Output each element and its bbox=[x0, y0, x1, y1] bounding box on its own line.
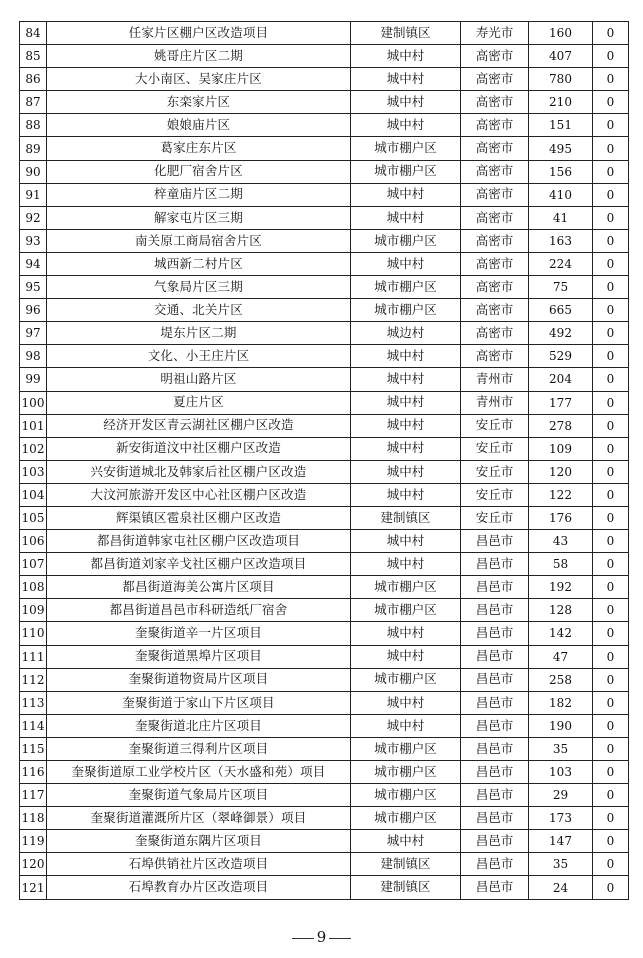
project-name: 奎聚街道黑埠片区项目 bbox=[47, 645, 351, 668]
household-count: 151 bbox=[529, 114, 593, 137]
household-count: 122 bbox=[529, 483, 593, 506]
project-name: 奎聚街道于家山下片区项目 bbox=[47, 691, 351, 714]
table-row bbox=[20, 160, 629, 183]
household-count: 190 bbox=[529, 714, 593, 737]
table-row bbox=[20, 599, 629, 622]
household-count: 156 bbox=[529, 160, 593, 183]
project-name: 奎聚街道北庄片区项目 bbox=[47, 714, 351, 737]
table-row bbox=[20, 645, 629, 668]
value-cell: 0 bbox=[593, 530, 629, 553]
table-row bbox=[20, 668, 629, 691]
area-type: 城中村 bbox=[351, 68, 461, 91]
table-row bbox=[20, 414, 629, 437]
area-type: 城中村 bbox=[351, 691, 461, 714]
project-name: 都昌街道韩家屯社区棚户区改造项目 bbox=[47, 530, 351, 553]
area-type: 建制镇区 bbox=[351, 876, 461, 899]
household-count: 43 bbox=[529, 530, 593, 553]
city-name: 昌邑市 bbox=[461, 830, 529, 853]
table-row bbox=[20, 391, 629, 414]
area-type: 城中村 bbox=[351, 183, 461, 206]
row-number: 97 bbox=[20, 322, 47, 345]
project-name: 解家屯片区三期 bbox=[47, 206, 351, 229]
household-count: 58 bbox=[529, 553, 593, 576]
household-count: 160 bbox=[529, 22, 593, 45]
table-row bbox=[20, 553, 629, 576]
project-name: 都昌街道海美公寓片区项目 bbox=[47, 576, 351, 599]
table-row bbox=[20, 114, 629, 137]
project-name: 都昌街道刘家辛戈社区棚户区改造项目 bbox=[47, 553, 351, 576]
household-count: 75 bbox=[529, 276, 593, 299]
area-type: 城中村 bbox=[351, 622, 461, 645]
area-type: 城市棚户区 bbox=[351, 737, 461, 760]
city-name: 寿光市 bbox=[461, 22, 529, 45]
table-row bbox=[20, 91, 629, 114]
row-number: 89 bbox=[20, 137, 47, 160]
area-type: 城中村 bbox=[351, 645, 461, 668]
value-cell: 0 bbox=[593, 784, 629, 807]
project-name: 大汶河旅游开发区中心社区棚户区改造 bbox=[47, 483, 351, 506]
value-cell: 0 bbox=[593, 691, 629, 714]
table-row bbox=[20, 576, 629, 599]
table-row bbox=[20, 322, 629, 345]
value-cell: 0 bbox=[593, 91, 629, 114]
value-cell: 0 bbox=[593, 830, 629, 853]
household-count: 35 bbox=[529, 737, 593, 760]
area-type: 城中村 bbox=[351, 391, 461, 414]
value-cell: 0 bbox=[593, 622, 629, 645]
area-type: 城市棚户区 bbox=[351, 299, 461, 322]
project-name: 奎聚街道物资局片区项目 bbox=[47, 668, 351, 691]
row-number: 85 bbox=[20, 45, 47, 68]
page-footer bbox=[0, 928, 643, 946]
household-count: 109 bbox=[529, 437, 593, 460]
project-name: 堤东片区二期 bbox=[47, 322, 351, 345]
table-row bbox=[20, 345, 629, 368]
area-type: 城市棚户区 bbox=[351, 668, 461, 691]
table-row bbox=[20, 830, 629, 853]
row-number: 99 bbox=[20, 368, 47, 391]
city-name: 高密市 bbox=[461, 137, 529, 160]
row-number: 95 bbox=[20, 276, 47, 299]
row-number: 106 bbox=[20, 530, 47, 553]
household-count: 780 bbox=[529, 68, 593, 91]
area-type: 城市棚户区 bbox=[351, 599, 461, 622]
city-name: 昌邑市 bbox=[461, 761, 529, 784]
value-cell: 0 bbox=[593, 668, 629, 691]
value-cell: 0 bbox=[593, 206, 629, 229]
household-count: 120 bbox=[529, 460, 593, 483]
row-number: 87 bbox=[20, 91, 47, 114]
row-number: 109 bbox=[20, 599, 47, 622]
city-name: 昌邑市 bbox=[461, 553, 529, 576]
row-number: 116 bbox=[20, 761, 47, 784]
project-name: 交通、北关片区 bbox=[47, 299, 351, 322]
project-name: 姚哥庄片区二期 bbox=[47, 45, 351, 68]
city-name: 高密市 bbox=[461, 299, 529, 322]
project-name: 奎聚街道东隅片区项目 bbox=[47, 830, 351, 853]
city-name: 昌邑市 bbox=[461, 853, 529, 876]
project-name: 梓童庙片区二期 bbox=[47, 183, 351, 206]
table-row bbox=[20, 22, 629, 45]
household-count: 492 bbox=[529, 322, 593, 345]
table-row bbox=[20, 737, 629, 760]
city-name: 安丘市 bbox=[461, 483, 529, 506]
row-number: 102 bbox=[20, 437, 47, 460]
value-cell: 0 bbox=[593, 68, 629, 91]
value-cell: 0 bbox=[593, 114, 629, 137]
value-cell: 0 bbox=[593, 368, 629, 391]
table-row bbox=[20, 691, 629, 714]
area-type: 城边村 bbox=[351, 322, 461, 345]
project-name: 化肥厂宿舍片区 bbox=[47, 160, 351, 183]
city-name: 昌邑市 bbox=[461, 737, 529, 760]
household-count: 410 bbox=[529, 183, 593, 206]
project-name: 奎聚街道三得利片区项目 bbox=[47, 737, 351, 760]
household-count: 176 bbox=[529, 506, 593, 529]
row-number: 107 bbox=[20, 553, 47, 576]
household-count: 173 bbox=[529, 807, 593, 830]
household-count: 495 bbox=[529, 137, 593, 160]
area-type: 城中村 bbox=[351, 114, 461, 137]
city-name: 昌邑市 bbox=[461, 784, 529, 807]
value-cell: 0 bbox=[593, 322, 629, 345]
city-name: 昌邑市 bbox=[461, 668, 529, 691]
value-cell: 0 bbox=[593, 460, 629, 483]
project-name: 明祖山路片区 bbox=[47, 368, 351, 391]
value-cell: 0 bbox=[593, 737, 629, 760]
row-number: 92 bbox=[20, 206, 47, 229]
project-name: 奎聚街道气象局片区项目 bbox=[47, 784, 351, 807]
household-count: 29 bbox=[529, 784, 593, 807]
value-cell: 0 bbox=[593, 761, 629, 784]
value-cell: 0 bbox=[593, 437, 629, 460]
row-number: 105 bbox=[20, 506, 47, 529]
household-count: 128 bbox=[529, 599, 593, 622]
project-name: 辉渠镇区雹泉社区棚户区改造 bbox=[47, 506, 351, 529]
area-type: 建制镇区 bbox=[351, 853, 461, 876]
city-name: 安丘市 bbox=[461, 506, 529, 529]
project-name: 气象局片区三期 bbox=[47, 276, 351, 299]
project-name: 石埠供销社片区改造项目 bbox=[47, 853, 351, 876]
city-name: 高密市 bbox=[461, 183, 529, 206]
table-row bbox=[20, 276, 629, 299]
city-name: 高密市 bbox=[461, 160, 529, 183]
city-name: 高密市 bbox=[461, 68, 529, 91]
project-name: 东栾家片区 bbox=[47, 91, 351, 114]
table-row bbox=[20, 68, 629, 91]
household-count: 35 bbox=[529, 853, 593, 876]
row-number: 94 bbox=[20, 252, 47, 275]
household-count: 224 bbox=[529, 252, 593, 275]
city-name: 昌邑市 bbox=[461, 622, 529, 645]
city-name: 高密市 bbox=[461, 91, 529, 114]
household-count: 147 bbox=[529, 830, 593, 853]
value-cell: 0 bbox=[593, 506, 629, 529]
row-number: 101 bbox=[20, 414, 47, 437]
project-name: 城西新二村片区 bbox=[47, 252, 351, 275]
row-number: 88 bbox=[20, 114, 47, 137]
area-type: 建制镇区 bbox=[351, 506, 461, 529]
row-number: 117 bbox=[20, 784, 47, 807]
project-name: 文化、小王庄片区 bbox=[47, 345, 351, 368]
household-count: 407 bbox=[529, 45, 593, 68]
table-row bbox=[20, 437, 629, 460]
area-type: 城中村 bbox=[351, 45, 461, 68]
project-name: 都昌街道昌邑市科研造纸厂宿舍 bbox=[47, 599, 351, 622]
project-name: 奎聚街道灌溉所片区（翠峰御景）项目 bbox=[47, 807, 351, 830]
table-row bbox=[20, 761, 629, 784]
household-count: 192 bbox=[529, 576, 593, 599]
row-number: 90 bbox=[20, 160, 47, 183]
row-number: 119 bbox=[20, 830, 47, 853]
table-row bbox=[20, 714, 629, 737]
value-cell: 0 bbox=[593, 645, 629, 668]
page-number: 9 bbox=[316, 928, 327, 946]
value-cell: 0 bbox=[593, 714, 629, 737]
household-count: 210 bbox=[529, 91, 593, 114]
city-name: 昌邑市 bbox=[461, 876, 529, 899]
value-cell: 0 bbox=[593, 45, 629, 68]
city-name: 高密市 bbox=[461, 276, 529, 299]
household-count: 258 bbox=[529, 668, 593, 691]
city-name: 昌邑市 bbox=[461, 714, 529, 737]
area-type: 城市棚户区 bbox=[351, 784, 461, 807]
row-number: 111 bbox=[20, 645, 47, 668]
table-row bbox=[20, 530, 629, 553]
project-name: 兴安街道城北及韩家后社区棚户区改造 bbox=[47, 460, 351, 483]
value-cell: 0 bbox=[593, 345, 629, 368]
row-number: 91 bbox=[20, 183, 47, 206]
city-name: 安丘市 bbox=[461, 460, 529, 483]
table-body bbox=[20, 22, 629, 900]
household-count: 103 bbox=[529, 761, 593, 784]
row-number: 112 bbox=[20, 668, 47, 691]
city-name: 高密市 bbox=[461, 229, 529, 252]
value-cell: 0 bbox=[593, 276, 629, 299]
area-type: 城市棚户区 bbox=[351, 576, 461, 599]
value-cell: 0 bbox=[593, 229, 629, 252]
area-type: 城中村 bbox=[351, 553, 461, 576]
project-name: 任家片区棚户区改造项目 bbox=[47, 22, 351, 45]
row-number: 84 bbox=[20, 22, 47, 45]
area-type: 城中村 bbox=[351, 460, 461, 483]
household-count: 665 bbox=[529, 299, 593, 322]
household-count: 163 bbox=[529, 229, 593, 252]
project-name: 大小南区、吴家庄片区 bbox=[47, 68, 351, 91]
household-count: 529 bbox=[529, 345, 593, 368]
row-number: 104 bbox=[20, 483, 47, 506]
household-count: 177 bbox=[529, 391, 593, 414]
city-name: 昌邑市 bbox=[461, 576, 529, 599]
value-cell: 0 bbox=[593, 414, 629, 437]
project-name: 葛家庄东片区 bbox=[47, 137, 351, 160]
value-cell: 0 bbox=[593, 299, 629, 322]
city-name: 高密市 bbox=[461, 114, 529, 137]
table-row bbox=[20, 876, 629, 899]
area-type: 城中村 bbox=[351, 206, 461, 229]
table-row bbox=[20, 299, 629, 322]
area-type: 城中村 bbox=[351, 530, 461, 553]
area-type: 城中村 bbox=[351, 252, 461, 275]
project-name: 娘娘庙片区 bbox=[47, 114, 351, 137]
table-row bbox=[20, 368, 629, 391]
row-number: 115 bbox=[20, 737, 47, 760]
area-type: 城市棚户区 bbox=[351, 160, 461, 183]
household-count: 182 bbox=[529, 691, 593, 714]
city-name: 高密市 bbox=[461, 206, 529, 229]
value-cell: 0 bbox=[593, 160, 629, 183]
table-row bbox=[20, 460, 629, 483]
table-row bbox=[20, 622, 629, 645]
household-count: 47 bbox=[529, 645, 593, 668]
row-number: 98 bbox=[20, 345, 47, 368]
area-type: 城市棚户区 bbox=[351, 761, 461, 784]
value-cell: 0 bbox=[593, 853, 629, 876]
city-name: 昌邑市 bbox=[461, 599, 529, 622]
city-name: 高密市 bbox=[461, 252, 529, 275]
area-type: 城市棚户区 bbox=[351, 807, 461, 830]
household-count: 278 bbox=[529, 414, 593, 437]
project-name: 经济开发区青云湖社区棚户区改造 bbox=[47, 414, 351, 437]
area-type: 城中村 bbox=[351, 437, 461, 460]
value-cell: 0 bbox=[593, 807, 629, 830]
city-name: 青州市 bbox=[461, 368, 529, 391]
value-cell: 0 bbox=[593, 599, 629, 622]
footer-dash-right bbox=[329, 938, 351, 939]
city-name: 高密市 bbox=[461, 345, 529, 368]
city-name: 安丘市 bbox=[461, 437, 529, 460]
city-name: 昌邑市 bbox=[461, 645, 529, 668]
row-number: 100 bbox=[20, 391, 47, 414]
row-number: 110 bbox=[20, 622, 47, 645]
city-name: 安丘市 bbox=[461, 414, 529, 437]
project-name: 奎聚街道辛一片区项目 bbox=[47, 622, 351, 645]
table-row bbox=[20, 137, 629, 160]
project-name: 夏庄片区 bbox=[47, 391, 351, 414]
table-row bbox=[20, 252, 629, 275]
table-row bbox=[20, 206, 629, 229]
area-type: 城市棚户区 bbox=[351, 276, 461, 299]
city-name: 昌邑市 bbox=[461, 691, 529, 714]
table-row bbox=[20, 807, 629, 830]
value-cell: 0 bbox=[593, 252, 629, 275]
project-name: 南关原工商局宿舍片区 bbox=[47, 229, 351, 252]
project-name: 新安街道汶中社区棚户区改造 bbox=[47, 437, 351, 460]
table-row bbox=[20, 229, 629, 252]
area-type: 城中村 bbox=[351, 414, 461, 437]
area-type: 城中村 bbox=[351, 714, 461, 737]
row-number: 96 bbox=[20, 299, 47, 322]
area-type: 建制镇区 bbox=[351, 22, 461, 45]
value-cell: 0 bbox=[593, 553, 629, 576]
city-name: 青州市 bbox=[461, 391, 529, 414]
table-row bbox=[20, 183, 629, 206]
city-name: 昌邑市 bbox=[461, 807, 529, 830]
row-number: 93 bbox=[20, 229, 47, 252]
row-number: 113 bbox=[20, 691, 47, 714]
row-number: 103 bbox=[20, 460, 47, 483]
value-cell: 0 bbox=[593, 22, 629, 45]
row-number: 118 bbox=[20, 807, 47, 830]
area-type: 城中村 bbox=[351, 830, 461, 853]
table-row bbox=[20, 853, 629, 876]
area-type: 城中村 bbox=[351, 483, 461, 506]
household-count: 142 bbox=[529, 622, 593, 645]
row-number: 114 bbox=[20, 714, 47, 737]
household-count: 41 bbox=[529, 206, 593, 229]
household-count: 24 bbox=[529, 876, 593, 899]
value-cell: 0 bbox=[593, 391, 629, 414]
table-row bbox=[20, 506, 629, 529]
row-number: 86 bbox=[20, 68, 47, 91]
area-type: 城中村 bbox=[351, 345, 461, 368]
city-name: 高密市 bbox=[461, 45, 529, 68]
project-name: 石埠教育办片区改造项目 bbox=[47, 876, 351, 899]
household-count: 204 bbox=[529, 368, 593, 391]
row-number: 120 bbox=[20, 853, 47, 876]
table-row bbox=[20, 784, 629, 807]
table-row bbox=[20, 483, 629, 506]
city-name: 高密市 bbox=[461, 322, 529, 345]
area-type: 城市棚户区 bbox=[351, 137, 461, 160]
value-cell: 0 bbox=[593, 576, 629, 599]
area-type: 城中村 bbox=[351, 91, 461, 114]
value-cell: 0 bbox=[593, 876, 629, 899]
table-row bbox=[20, 45, 629, 68]
area-type: 城中村 bbox=[351, 368, 461, 391]
footer-dash-left bbox=[292, 938, 314, 939]
value-cell: 0 bbox=[593, 137, 629, 160]
area-type: 城市棚户区 bbox=[351, 229, 461, 252]
value-cell: 0 bbox=[593, 183, 629, 206]
project-name: 奎聚街道原工业学校片区（天水盛和苑）项目 bbox=[47, 761, 351, 784]
project-table bbox=[19, 21, 629, 900]
row-number: 121 bbox=[20, 876, 47, 899]
value-cell: 0 bbox=[593, 483, 629, 506]
city-name: 昌邑市 bbox=[461, 530, 529, 553]
row-number: 108 bbox=[20, 576, 47, 599]
